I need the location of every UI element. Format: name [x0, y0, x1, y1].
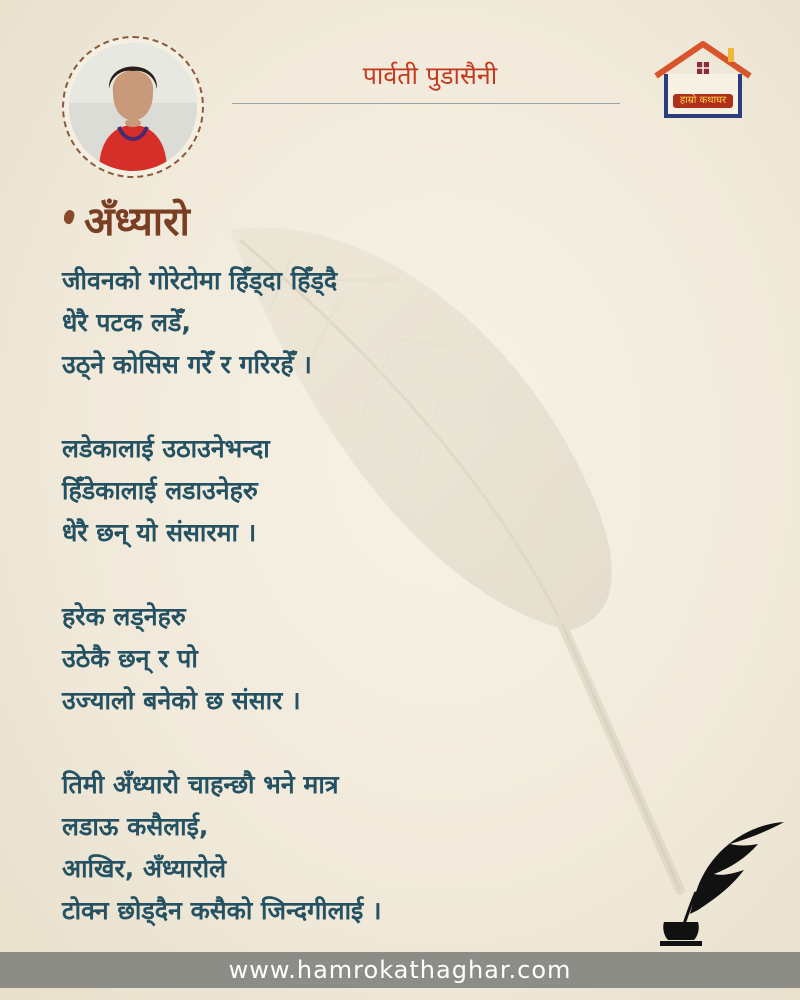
poem-line: लडाऊ कसैलाई,	[62, 812, 209, 841]
stanza	[62, 260, 622, 386]
website-url[interactable]: www.hamrokathaghar.com	[0, 952, 800, 988]
poem-line: उठेकै छन् र पो	[62, 644, 198, 673]
author-divider	[232, 103, 620, 104]
author-avatar	[62, 36, 204, 178]
author-photo	[69, 43, 197, 171]
poem-line: तिमी अँध्यारो चाहन्छौ भने मात्र	[62, 770, 339, 799]
poem-line: हिँडेकालाई लडाउनेहरु	[62, 476, 258, 505]
poem-line: धेरै पटक लडेँ,	[62, 308, 191, 337]
poem-line: उठ्ने कोसिस गरेँ र गरिरहेँ ।	[62, 350, 312, 379]
poem-line: धेरै छन् यो संसारमा ।	[62, 518, 257, 547]
poem-line: जीवनको गोरेटोमा हिँड्दा हिँड्दै	[62, 266, 338, 295]
stanza	[62, 428, 622, 554]
poem-line: उज्यालो बनेको छ संसार ।	[62, 686, 301, 715]
poem-line: लडेकालाई उठाउनेभन्दा	[62, 434, 270, 463]
logo-text: हाम्रो कथाघर	[673, 94, 733, 108]
poem-body	[62, 260, 622, 974]
title-bullet	[62, 209, 76, 226]
poem-title: अँध्यारो	[84, 199, 190, 245]
quill-inkpot-icon	[660, 818, 790, 948]
author-name: पार्वती पुडासैनी	[362, 61, 498, 90]
stanza	[62, 596, 622, 722]
poem-line: हरेक लड्नेहरु	[62, 602, 186, 631]
poem-line: आखिर, अँध्यारोले	[62, 854, 227, 883]
poem-line: टोक्न छोड्दैन कसैको जिन्दगीलाई ।	[62, 896, 382, 925]
stanza	[62, 764, 622, 932]
